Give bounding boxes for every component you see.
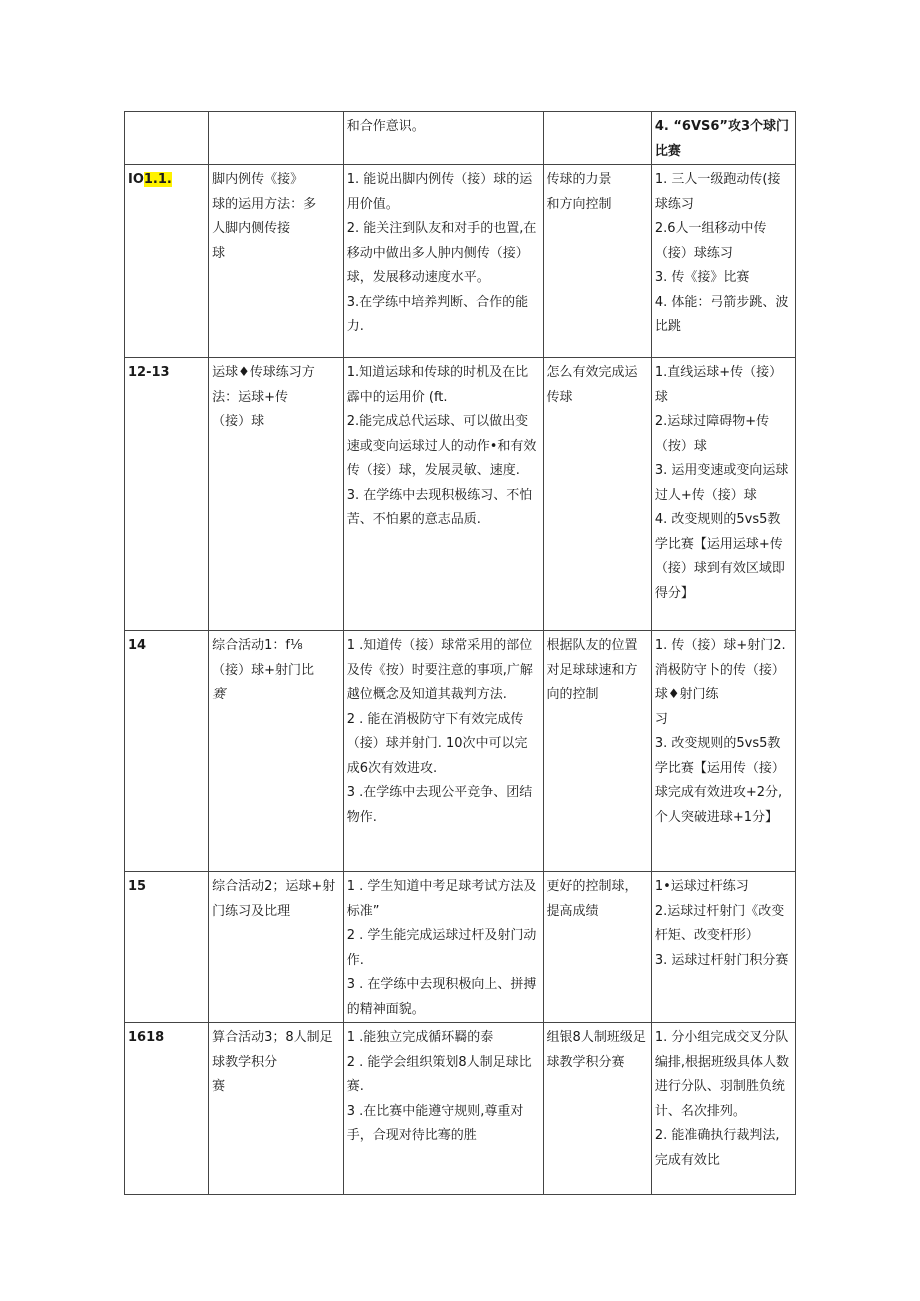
topic-cell: [209, 631, 344, 872]
goal-line: 1. 能说出脚内例传（接）球的运用价值。: [346, 172, 533, 212]
topic-line: 球: [212, 245, 226, 261]
topic-cell: [209, 358, 344, 631]
key-line: 组银8人制班级足球教学积分赛: [546, 1030, 646, 1070]
goal-line: 2.能完成总代运球、可以做出变速或变向运球过人的动作•和有效传（接）球，发展灵敏、速度.: [346, 414, 537, 478]
activity-line: 3. 运球过杆射门积分赛: [654, 952, 789, 968]
topic-line: （接）球+射门比: [212, 662, 315, 678]
goal-line: 1.知道运球和传球的时机及在比霹中的运用价 (ft.: [346, 365, 529, 405]
goal-line: 2 . 能在消极防守下有效完成传（接）球并射门. 10次中可以完成6次有效进攻.: [346, 711, 528, 776]
goal-line: 1 .知道传（接）球常采用的部位及传《按）时要注意的事项,广解越位概念及知道其裁判方法.: [346, 638, 533, 702]
topic-line: 综合活动1：f⅛: [212, 638, 303, 653]
activity-line: 1•运球过杆练习: [654, 879, 749, 894]
topic-line: 算合活动3；8人制足球教学积分: [212, 1030, 333, 1070]
goals-cell: [343, 112, 543, 165]
topic-line: 运球♦传球练习方法：运球+传: [212, 365, 315, 405]
goal-line: 3 .在比赛中能遵守规则,尊重对手，合现对待比骞的胜: [346, 1103, 524, 1143]
week-number: 15: [128, 879, 147, 894]
table-row: [125, 872, 796, 1023]
key-line: 更好的控制球，: [546, 879, 638, 894]
week-number: 1618: [128, 1030, 165, 1045]
activities-cell: [651, 358, 795, 631]
goal-line: 3.在学练中培养判断、合作的能力.: [346, 294, 529, 334]
activity-line: 4. 体能：弓箭步跳、波比跳: [654, 294, 789, 334]
goals-cell: [343, 165, 543, 358]
key-cell: [543, 631, 651, 872]
activity-line: 3. 传《接》比赛: [654, 270, 750, 285]
week-cell: [125, 358, 209, 631]
week-cell: [125, 872, 209, 1023]
activity-line: 1. 传（接）球+射门2.消极防守卜的传（接）球♦射门练: [654, 638, 786, 702]
activities-cell: [651, 112, 795, 165]
activity-line: 2.运球过杆射门《改变杆矩、改变杆形）: [654, 903, 785, 943]
key-line: 和方向控制: [546, 196, 612, 212]
week-cell: [125, 112, 209, 165]
topic-cell: [209, 165, 344, 358]
activity-line: 3. 改变规则的5vs5教学比赛【运用传（接）球完成有效进攻+2分,个人突破进球+1分】: [654, 736, 785, 825]
key-line: 根据队友的位置对足球球速和方向的控制: [546, 638, 638, 702]
topic-cell: [209, 1023, 344, 1195]
goal-line: 3. 在学练中去现积极练习、不怕苦、不怕累的意志品质.: [346, 487, 533, 527]
week-cell: [125, 165, 209, 358]
key-cell: [543, 112, 651, 165]
activities-cell: [651, 165, 795, 358]
activity-line: 4. “6VS6”攻3个球门比赛: [654, 119, 790, 159]
table-row: [125, 1023, 796, 1195]
topic-line: 综合活动2；运球+射门练习及比理: [212, 879, 336, 919]
topic-line: 球的运用方法：多: [212, 196, 317, 212]
table-row: [125, 631, 796, 872]
week-number: 12-13: [128, 365, 170, 380]
activity-line: 1. 三人一级跑动传(接球练习: [654, 172, 781, 212]
table-row: [125, 112, 796, 165]
goal-line: 2. 能关注到队友和对手的也置,在移动中做出多人肿内侧传（接）球，发展移动速度水平。: [346, 221, 537, 285]
activities-cell: [651, 1023, 795, 1195]
week-cell: [125, 1023, 209, 1195]
topic-cell: [209, 112, 344, 165]
key-cell: [543, 872, 651, 1023]
topic-line: 人脚内侧传接: [212, 221, 291, 236]
goal-line: 3 .在学练中去现公平竞争、团结物作.: [346, 785, 533, 825]
table-row: [125, 358, 796, 631]
activity-line: 习: [654, 711, 668, 727]
key-line: 传球的力景: [546, 172, 612, 187]
goals-cell: [343, 872, 543, 1023]
goal-line: 2 . 能学会组织策划8人制足球比赛.: [346, 1054, 532, 1094]
key-cell: [543, 165, 651, 358]
goals-cell: [343, 358, 543, 631]
goal-line: 1 . 学生知道中考足球考试方法及标准”: [346, 879, 537, 919]
goal-line: 2 . 学生能完成运球过杆及射门动作.: [346, 928, 537, 968]
activity-line: 1.直线运球+传（接）球: [654, 365, 783, 405]
week-number-highlight: 1.1.: [143, 172, 172, 187]
activity-line: 3. 运用变速或变向运球过人+传（接）球: [654, 463, 789, 503]
topic-line: 赛: [212, 687, 226, 702]
goals-cell: [343, 1023, 543, 1195]
topic-line: 赛: [212, 1079, 226, 1094]
week-cell: [125, 631, 209, 872]
activities-cell: [651, 872, 795, 1023]
activity-line: 1. 分小组完成交叉分队编排,根据班级具体人数进行分队、羽制胜负统计、名次排列。: [654, 1030, 789, 1119]
activity-line: 2. 能准确执行裁判法,完成有效比: [654, 1128, 780, 1168]
topic-line: 脚内例传《接》: [212, 172, 304, 187]
key-line: 怎么有效完成运传球: [546, 365, 638, 405]
goal-line: 1 .能独立完成循环羇的泰: [346, 1030, 494, 1045]
key-cell: [543, 358, 651, 631]
key-cell: [543, 1023, 651, 1195]
lesson-plan-table: [124, 111, 796, 1195]
activities-cell: [651, 631, 795, 872]
week-number: 14: [128, 638, 147, 653]
topic-cell: [209, 872, 344, 1023]
activity-line: 2.6人一组移动中传（接）球练习: [654, 221, 767, 261]
activity-line: 2.运球过障碍物+传（按）球: [654, 414, 770, 454]
goals-cell: [343, 631, 543, 872]
topic-line: （接）球: [212, 414, 265, 429]
week-number: IO: [128, 172, 144, 187]
table-row: [125, 165, 796, 358]
goal-line: 和合作意识。: [346, 119, 425, 134]
key-line: 提高成绩: [546, 903, 599, 919]
goal-line: 3 . 在学练中去现积极向上、拼搏的精神面貌。: [346, 977, 537, 1017]
activity-line: 4. 改变规则的5vs5教学比赛【运用运球+传（接）球到有效区域即得分】: [654, 512, 785, 601]
